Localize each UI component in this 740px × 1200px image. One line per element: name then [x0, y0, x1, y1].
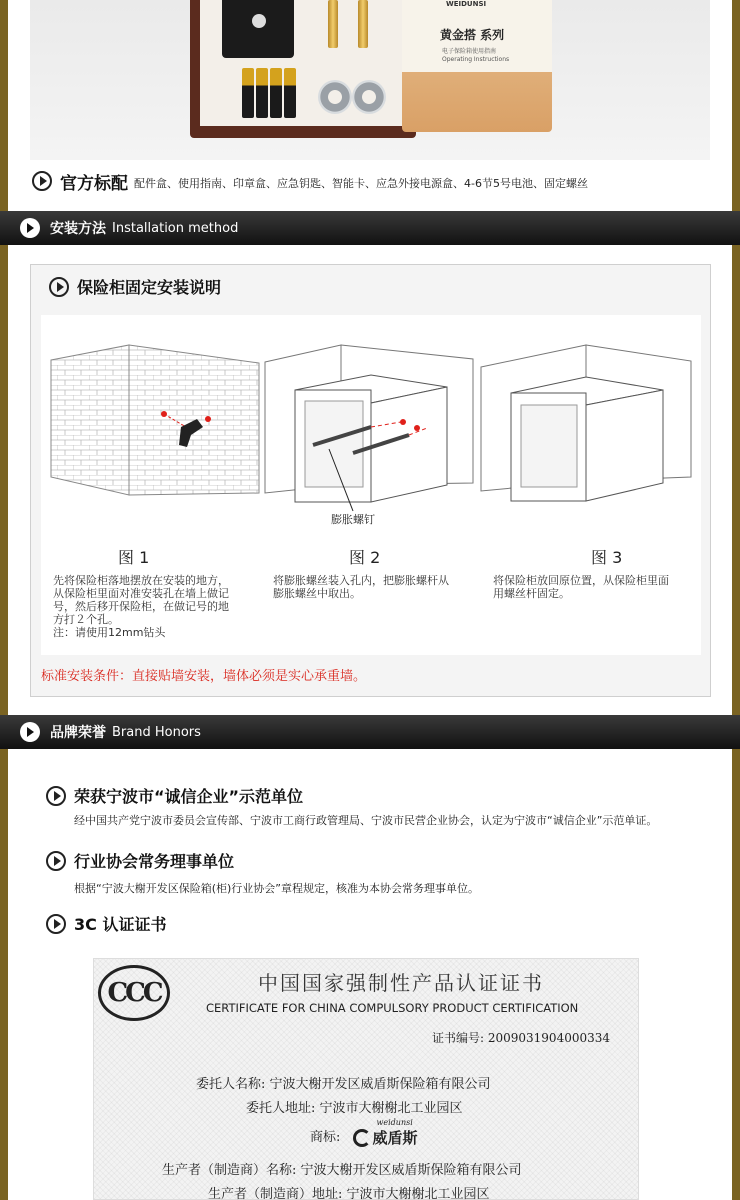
ccc-certificate [93, 958, 639, 1200]
washer [318, 80, 352, 114]
official-config [32, 166, 588, 196]
expansion-bolt [358, 0, 368, 48]
cert-client-address: 委托人地址: 宁波市大榭榭北工业园区 [246, 1101, 463, 1116]
ccc-logo-icon: CCC [98, 965, 170, 1021]
honor-item: 3C 认证证书 [46, 912, 166, 935]
honor-desc: 根据“宁波大榭开发区保险箱(柜)行业协会”章程规定，核准为本协会常务理事单位。 [74, 882, 479, 895]
product-photo [30, 0, 710, 160]
play-circle-icon [32, 171, 52, 191]
bolt-label: 膨胀螺钉 [331, 513, 375, 526]
play-circle-icon [46, 851, 66, 871]
play-circle-icon [20, 722, 40, 742]
expansion-bolt [328, 0, 338, 48]
honor-item: 行业协会常务理事单位 [46, 849, 234, 872]
honor-desc: 经中国共产党宁波市委员会宣传部、宁波市工商行政管理局、宁波市民营企业协会，认定为宁波市“诚信企业”示范单证。 [74, 814, 658, 827]
play-circle-icon [20, 218, 40, 238]
figure-1-label: 图 1 [118, 548, 150, 567]
cert-number: 证书编号: 2009031904000334 [432, 1031, 611, 1045]
section-bar-honors: 品牌荣誉 Brand Honors [0, 715, 740, 749]
smart-card [222, 0, 294, 58]
config-items: 配件盒、使用指南、印章盒、应急钥匙、智能卡、应急外接电源盒、4-6节5号电池、固定螺丝 [134, 177, 588, 190]
cert-trademark: 商标: weidunsi 威盾斯 [310, 1118, 418, 1147]
figure-1-wall [51, 345, 259, 495]
cert-client-name: 委托人名称: 宁波大榭开发区威盾斯保险箱有限公司 [196, 1077, 491, 1092]
manual-booklet: WEIDUNSI 黄金搭 系列 电子保险箱使用指南 Operating Instructions [402, 0, 552, 132]
figure-3-desc: 将保险柜放回原位置，从保险柜里面 用螺丝杆固定。 [493, 574, 669, 600]
cert-title-en: CERTIFICATE FOR CHINA COMPULSORY PRODUCT CERTIFICATION [206, 1001, 579, 1015]
battery [270, 68, 282, 118]
washer [352, 80, 386, 114]
figure-3-label: 图 3 [591, 548, 623, 567]
installation-panel [30, 264, 711, 697]
figure-1-desc: 先将保险柜落地摆放在安装的地方， 从保险柜里面对准安装孔在墙上做记 号，然后移开保险柜，在做记号的地 方打２个孔。 注：请使用12mm钻头 [53, 574, 229, 639]
battery [242, 68, 254, 118]
figure-2-desc: 将膨胀螺丝装入孔内，把膨胀螺杆从 膨胀螺丝中取出。 [273, 574, 449, 600]
figure-2-safe [265, 345, 473, 511]
accessory-tray [190, 0, 416, 138]
section-bar-installation: 安装方法 Installation method [0, 211, 740, 245]
cert-maker-address: 生产者（制造商）地址: 宁波市大榭榭北工业园区 [208, 1187, 490, 1200]
config-title: 官方标配 [60, 173, 128, 194]
figure-3-safe [481, 345, 691, 501]
brand-logo: weidunsi 威盾斯 [353, 1127, 418, 1148]
battery [284, 68, 296, 118]
left-frame [0, 0, 8, 1200]
figure-2-label: 图 2 [349, 548, 381, 567]
honor-item: 荣获宁波市“诚信企业”示范单位 [46, 784, 303, 807]
play-circle-icon [49, 277, 69, 297]
right-frame [732, 0, 740, 1200]
play-circle-icon [46, 786, 66, 806]
play-circle-icon [46, 914, 66, 934]
cert-title-cn: 中国国家强制性产品认证证书 [258, 971, 544, 995]
panel-title: 保险柜固定安装说明 [77, 278, 222, 297]
installation-diagram [41, 315, 701, 655]
battery [256, 68, 268, 118]
swirl-logo-icon [353, 1129, 371, 1147]
installation-warning: 标准安装条件：直接贴墙安装，墙体必须是实心承重墙。 [41, 669, 367, 684]
cert-maker-name: 生产者（制造商）名称: 宁波大榭开发区威盾斯保险箱有限公司 [162, 1163, 522, 1178]
